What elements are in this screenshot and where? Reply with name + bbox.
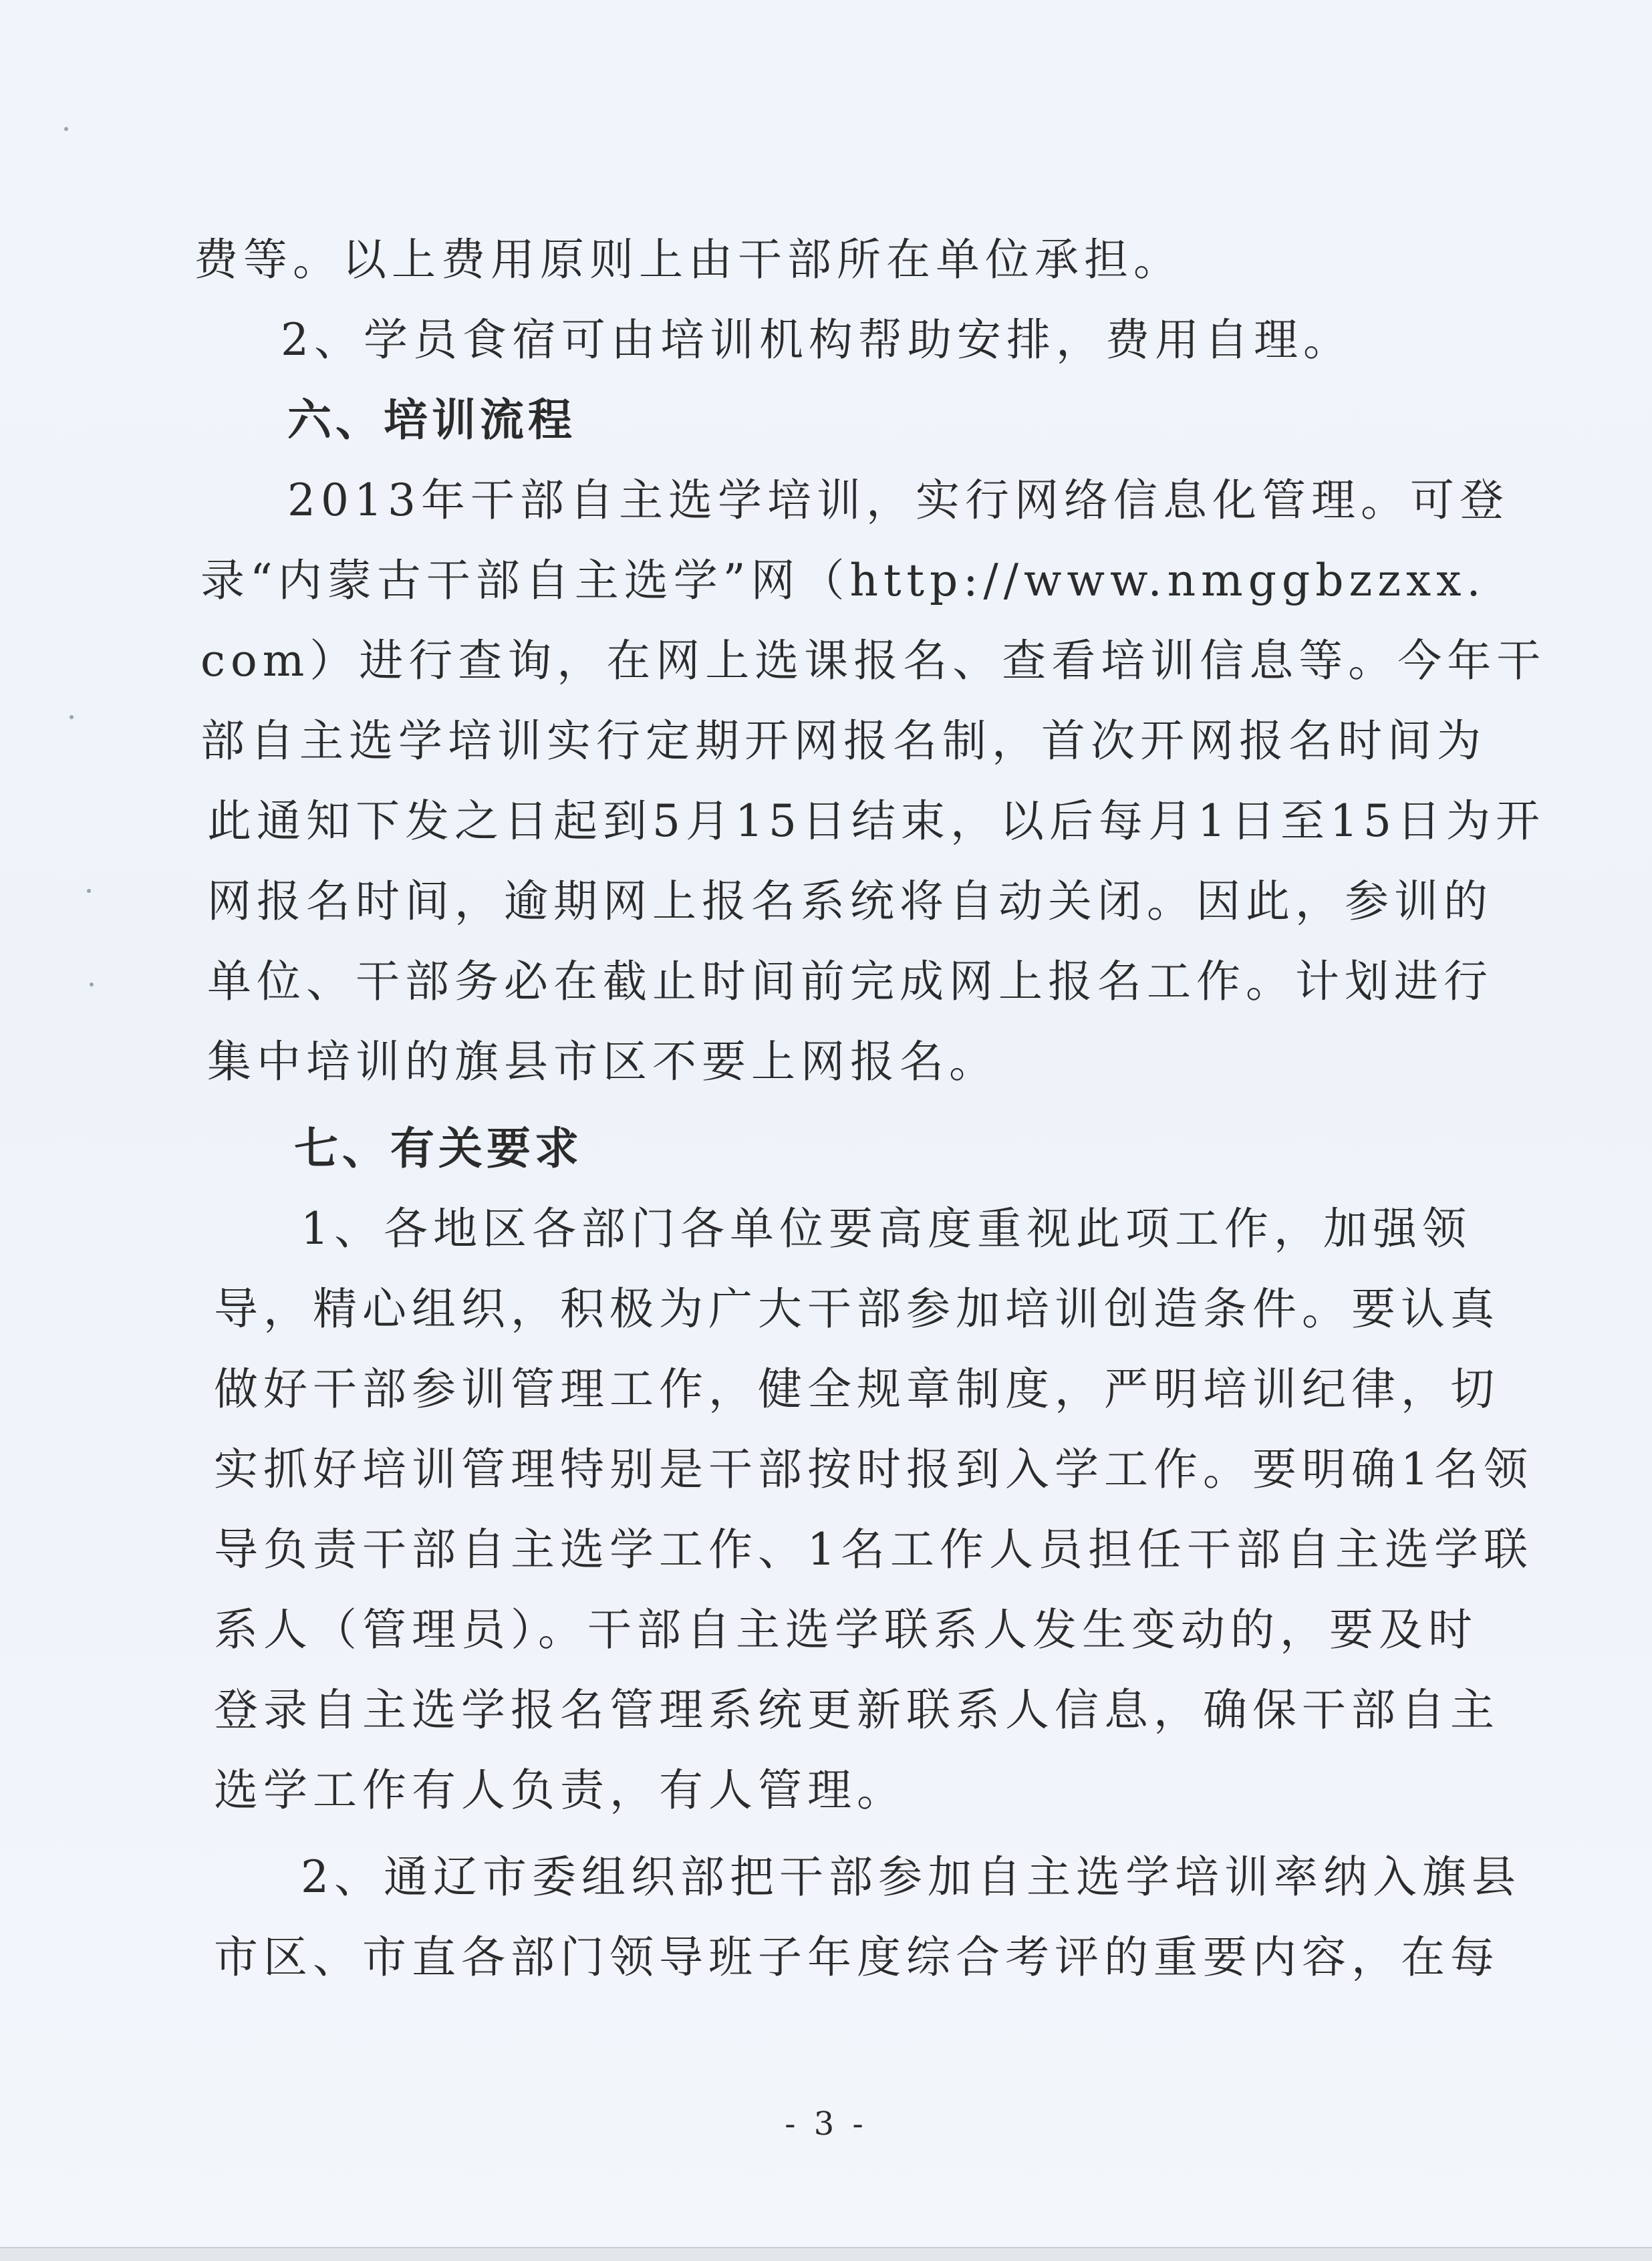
- text-line: 费等。以上费用原则上由干部所在单位承担。: [194, 234, 1183, 285]
- text-line: 录“内蒙古干部自主选学”网（http://www.nmggbzzxx.: [200, 555, 1486, 606]
- text-line: 市区、市直各部门领导班子年度综合考评的重要内容，在每: [214, 1932, 1500, 1983]
- text-line: 实抓好培训管理特别是干部按时报到入学工作。要明确1名领: [214, 1444, 1533, 1495]
- text-line: 系人（管理员）。干部自主选学联系人发生变动的，要及时: [214, 1604, 1478, 1655]
- text-line: 部自主选学培训实行定期开网报名制，首次开网报名时间为: [200, 715, 1486, 767]
- scan-speck: [64, 127, 68, 131]
- text-line: com）进行查询，在网上选课报名、查看培训信息等。今年干: [200, 635, 1546, 686]
- scan-speck: [90, 982, 94, 986]
- text-line: 单位、干部务必在截止时间前完成网上报名工作。计划进行: [207, 956, 1493, 1007]
- text-line: 做好干部参训管理工作，健全规章制度，严明培训纪律，切: [214, 1363, 1500, 1415]
- text-line: 导负责干部自主选学工作、1名工作人员担任干部自主选学联: [214, 1524, 1533, 1575]
- section-heading: 七、有关要求: [294, 1123, 583, 1174]
- text-line: 集中培训的旗县市区不要上网报名。: [207, 1036, 998, 1087]
- text-line: 2、学员食宿可由培训机构帮助安排，费用自理。: [281, 314, 1353, 366]
- page-number: - 3 -: [785, 2105, 867, 2143]
- scan-speck: [87, 889, 91, 893]
- scan-bottom-edge: [0, 2247, 1652, 2261]
- section-heading: 六、培训流程: [287, 394, 576, 446]
- text-line: 网报名时间，逾期网上报名系统将自动关闭。因此，参训的: [207, 876, 1493, 927]
- text-line: 登录自主选学报名管理系统更新联系人信息，确保干部自主: [214, 1684, 1500, 1736]
- text-line: 此通知下发之日起到5月15日结束，以后每月1日至15日为开: [207, 795, 1545, 847]
- scan-speck: [70, 715, 74, 719]
- text-line: 导，精心组织，积极为广大干部参加培训创造条件。要认真: [214, 1283, 1500, 1335]
- text-line: 2、通辽市委组织部把干部参加自主选学培训率纳入旗县: [301, 1851, 1521, 1903]
- text-line: 1、各地区各部门各单位要高度重视此项工作，加强领: [301, 1203, 1472, 1254]
- text-line: 选学工作有人负责，有人管理。: [214, 1764, 906, 1816]
- text-line: 2013年干部自主选学培训，实行网络信息化管理。可登: [287, 475, 1509, 526]
